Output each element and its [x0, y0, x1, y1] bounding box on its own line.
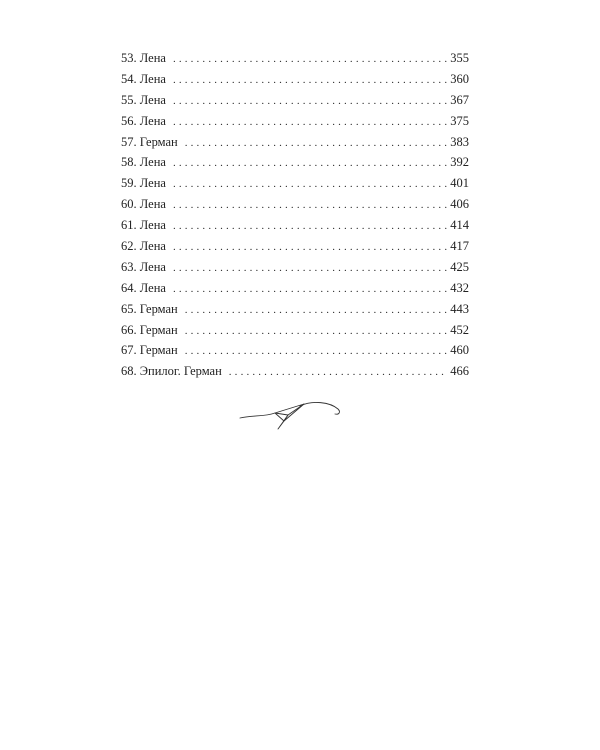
toc-entry-page: 460 [450, 343, 469, 358]
toc-entry-page: 452 [450, 322, 469, 337]
toc-dot-leader [173, 91, 447, 112]
toc-entry [121, 299, 469, 320]
toc-entry [121, 340, 469, 361]
toc-dot-leader [185, 133, 448, 154]
toc-entry-title: 59. Лена [121, 176, 166, 191]
toc-entry-title: 53. Лена [121, 51, 166, 65]
toc-dot-leader [185, 321, 448, 342]
toc-entry-title: 56. Лена [121, 113, 166, 128]
toc-entry [121, 48, 469, 69]
toc-dot-leader [173, 195, 447, 216]
toc-entry-page: 375 [450, 113, 469, 128]
table-of-contents [121, 48, 469, 382]
toc-entry-page: 406 [450, 197, 469, 212]
toc-entry-page: 360 [450, 71, 469, 86]
paper-plane-icon [238, 396, 348, 436]
toc-dot-leader [185, 300, 448, 321]
toc-dot-leader [173, 174, 447, 195]
toc-entry [121, 152, 469, 173]
flight-trail [240, 413, 275, 418]
toc-dot-leader [173, 112, 447, 133]
toc-entry-title: 54. Лена [121, 71, 166, 86]
flight-loop [300, 402, 339, 414]
toc-dot-leader [173, 279, 447, 300]
toc-entry-title: 65. Герман [121, 301, 178, 316]
toc-entry-title: 58. Лена [121, 155, 166, 170]
toc-entry-page: 425 [450, 259, 469, 274]
toc-entry-title: 60. Лена [121, 197, 166, 212]
toc-entry-page: 443 [450, 301, 469, 316]
toc-dot-leader [173, 49, 447, 70]
toc-dot-leader [173, 237, 447, 258]
toc-entry [121, 215, 469, 236]
toc-entry [121, 278, 469, 299]
toc-dot-leader [173, 70, 447, 91]
toc-entry-page: 355 [450, 51, 469, 65]
toc-entry [121, 257, 469, 278]
toc-entry-title: 57. Герман [121, 134, 178, 149]
toc-entry [121, 69, 469, 90]
toc-entry-page: 392 [450, 155, 469, 170]
toc-entry-page: 383 [450, 134, 469, 149]
toc-entry [121, 194, 469, 215]
toc-entry-title: 68. Эпилог. Герман [121, 364, 222, 379]
toc-entry [121, 173, 469, 194]
toc-dot-leader [185, 341, 448, 362]
toc-entry-title: 64. Лена [121, 280, 166, 295]
toc-entry [121, 90, 469, 111]
toc-entry-title: 61. Лена [121, 218, 166, 233]
toc-entry [121, 132, 469, 153]
toc-entry-page: 367 [450, 92, 469, 107]
toc-entry-title: 62. Лена [121, 239, 166, 254]
toc-dot-leader [173, 216, 447, 237]
toc-entry-page: 414 [450, 218, 469, 233]
toc-entry-title: 67. Герман [121, 343, 178, 358]
toc-entry [121, 361, 469, 382]
toc-entry-title: 63. Лена [121, 259, 166, 274]
toc-entry-title: 55. Лена [121, 92, 166, 107]
toc-entry-page: 401 [450, 176, 469, 191]
toc-entry [121, 320, 469, 341]
toc-entry-page: 466 [450, 364, 469, 379]
toc-dot-leader [173, 258, 447, 279]
toc-dot-leader [229, 362, 447, 383]
toc-entry-page: 417 [450, 239, 469, 254]
toc-entry-page: 432 [450, 280, 469, 295]
toc-entry [121, 236, 469, 257]
toc-dot-leader [173, 153, 447, 174]
toc-entry [121, 111, 469, 132]
toc-entry-title: 66. Герман [121, 322, 178, 337]
